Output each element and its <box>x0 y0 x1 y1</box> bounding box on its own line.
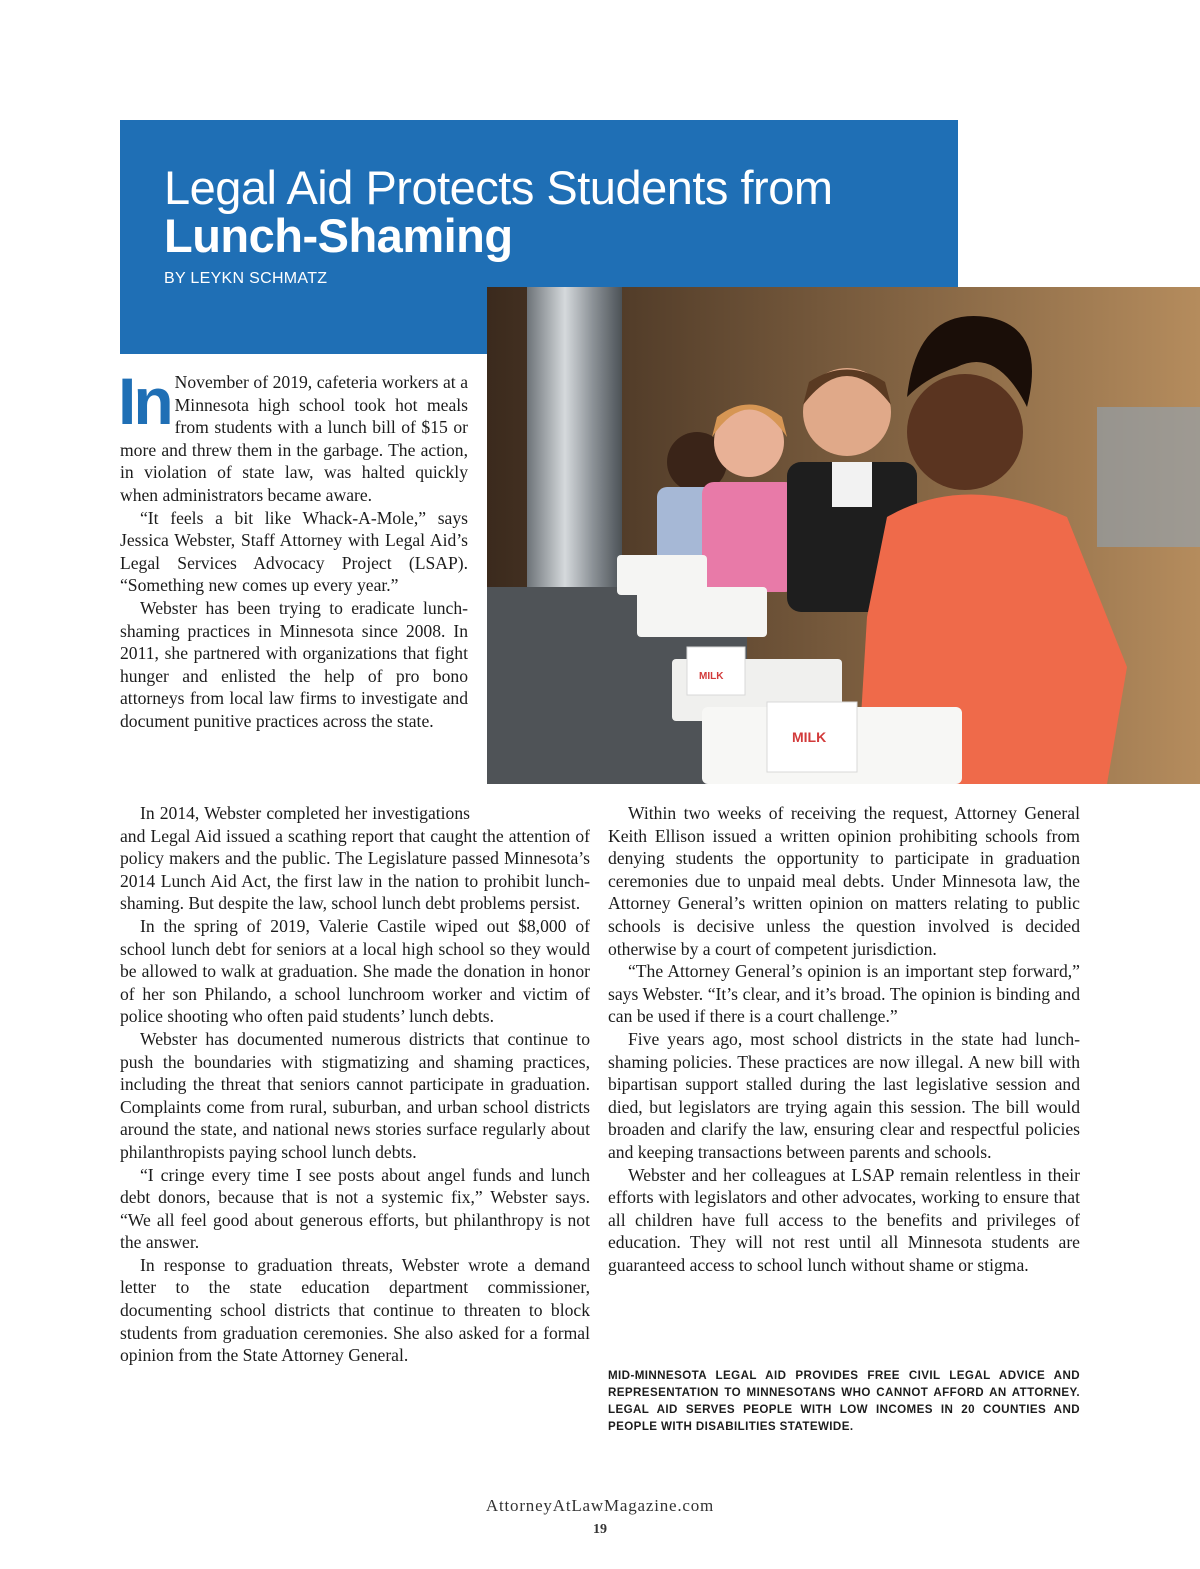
drop-cap: In <box>118 364 171 438</box>
photo-illustration <box>487 287 1200 784</box>
article-column-2 <box>120 802 590 1367</box>
students-lunch-photo <box>487 287 1200 784</box>
article-title <box>164 161 944 262</box>
paragraph: “It feels a bit like Whack-A-Mole,” says Jessica Webster, Staff Attorney with Legal Aid’s Legal Services Advocacy Project (LSAP). “Something new comes up every year.” <box>120 507 468 596</box>
byline: BY LEYKN SCHMATZ <box>164 270 328 287</box>
milk-carton-2 <box>767 702 857 772</box>
paragraph: Within two weeks of receiving the request, Attorney General Keith Ellison issued a written opinion prohibiting schools from denying students the opportunity to participate in graduation ceremonies due to unpaid meal debts. Under Minnesota law, the Attorney General’s written opinion on matters relating to public schools is decisive unless the question involved is decided otherwise by a court of competent jurisdiction. <box>608 803 1080 959</box>
tray-2 <box>637 587 767 637</box>
article-column-1 <box>118 364 468 733</box>
svg-text:MILK: MILK <box>792 729 827 745</box>
milk-carton-1 <box>687 647 745 695</box>
window <box>1097 407 1200 547</box>
title-bold: Lunch-Shaming <box>164 209 513 262</box>
paragraph: In response to graduation threats, Webster wrote a demand letter to the state education department commissioner, documenting school districts that continue to threaten to block students from graduation ceremonies. She also asked for a formal opinion from the State Attorney General. <box>120 1254 590 1366</box>
paragraph-lede <box>118 364 468 507</box>
steel-column <box>527 287 622 617</box>
svg-text:MILK: MILK <box>699 671 724 682</box>
title-light: Legal Aid Protects Students from <box>164 161 833 214</box>
lede-text: November of 2019, cafeteria workers at a Minnesota high school took hot meals from students with a lunch bill of $15 or more and threw them in the garbage. The action, in violation of state law, was halted quickly when administrators became aware. <box>120 372 468 505</box>
paragraph: Webster and her colleagues at LSAP remain relentless in their efforts with legislators and other advocates, working to ensure that all children have full access to the benefits and privileges of education. They will not rest until all Minnesota students are guaranteed access to school lunch without shame or stigma. <box>608 1164 1080 1275</box>
paragraph: Webster has documented numerous districts that continue to push the boundaries with stigmatizing and shaming practices, including the threat that seniors cannot participate in graduation. Complaints come from rural, suburban, and urban school districts around the state, and national news stories surface regularly about philanthropists paying school lunch debts. <box>120 1028 590 1162</box>
article-column-3 <box>608 802 1080 1276</box>
magazine-website: AttorneyAtLawMagazine.com <box>485 1496 715 1515</box>
organization-note: MID-MINNESOTA LEGAL AID PROVIDES FREE CIVIL LEGAL ADVICE AND REPRESENTATION TO MINNESOTANS WHO CANNOT AFFORD AN ATTORNEY. LEGAL AID SERVES PEOPLE WITH LOW INCOMES IN 20 COUNTIES AND PEOPLE WITH DISABILITIES STATEWIDE. <box>608 1369 1080 1433</box>
paragraph: In the spring of 2019, Valerie Castile wiped out $8,000 of school lunch debt for seniors at a local high school so they would be allowed to walk at graduation. She made the donation in honor of her son Philando, a school lunchroom worker and victim of police shooting who often paid students’ lunch debts. <box>120 915 590 1027</box>
paragraph: “The Attorney General’s opinion is an important step forward,” says Webster. “It’s clear, and it’s broad. The opinion is binding and can be used if there is a court challenge.” <box>608 961 1080 1027</box>
page-number: 19 <box>593 1522 607 1537</box>
paragraph: Five years ago, most school districts in the state had lunch-shaming policies. These practices are now illegal. A new bill with bipartisan support stalled during the last legislative session and died, but legislators are trying again this session. The bill would broaden and clarify the law, ensuring clear and respectful policies and keeping transactions between parents and schools. <box>608 1028 1080 1162</box>
paragraph: “I cringe every time I see posts about angel funds and lunch debt donors, because that is not a systemic fix,” Webster says. “We all feel good about generous efforts, but philanthropy is not the answer. <box>120 1164 590 1253</box>
paragraph: In 2014, Webster completed her investigations and Legal Aid issued a scathing report that caught the attention of policy makers and the public. The Legislature passed Minnesota’s 2014 Lunch Aid Act, the first law in the nation to prohibit lunch-shaming. But despite the law, school lunch debt problems persist. <box>120 803 590 914</box>
paragraph: Webster has been trying to eradicate lunch-shaming practices in Minnesota since 2008. In 2011, she partnered with organizations that fight hunger and enlisted the help of pro bono attorneys from local law firms to investigate and document punitive practices across the state. <box>120 597 468 731</box>
